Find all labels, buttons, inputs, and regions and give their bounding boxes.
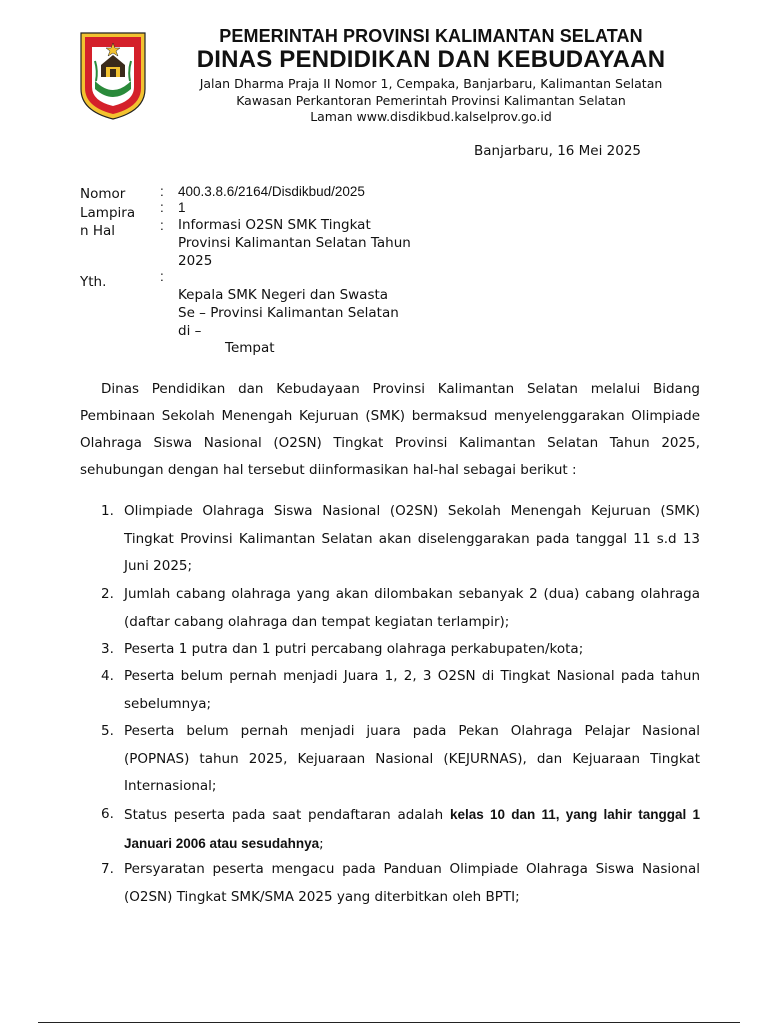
list-item-text-end: ; — [319, 835, 324, 852]
list-item — [80, 498, 700, 581]
agency-name: DINAS PENDIDIKAN DAN KEBUDAYAAN — [196, 46, 666, 73]
lampiran-value: 1 — [178, 200, 186, 215]
list-item-text-plain: Status peserta pada saat pendaftaran adalah — [124, 807, 450, 823]
colon-yth: : — [160, 269, 164, 284]
list-item — [80, 663, 700, 718]
nomor-label: Nomor — [80, 186, 126, 202]
recipient-line4: Tempat — [225, 340, 275, 356]
website-line: Laman www.disdikbud.kalselprov.go.id — [310, 109, 552, 124]
list-item — [80, 581, 700, 636]
list-item-number: 2. — [101, 586, 114, 602]
recipient-line3: di – — [178, 323, 202, 339]
colon-lampiran: : — [160, 200, 164, 215]
government-name: PEMERINTAH PROVINSI KALIMANTAN SELATAN — [219, 26, 643, 46]
colon-hal: : — [160, 218, 164, 233]
list-item-text: Olimpiade Olahraga Siswa Nasional (O2SN) Sekolah Menengah Kejuruan (SMK) Tingkat Provinsi Kalimantan Selatan akan diselenggarakan pada tanggal 11 s.d 13 Juni 2025; — [124, 503, 700, 574]
page-bottom-rule — [38, 1022, 740, 1023]
nomor-value: 400.3.8.6/2164/Disdikbud/2025 — [178, 184, 365, 199]
yth-label: Yth. — [80, 274, 107, 290]
list-item-text: Persyaratan peserta mengacu pada Panduan Olimpiade Olahraga Siswa Nasional (O2SN) Tingkat SMK/SMA 2025 yang diterbitkan oleh BPTI; — [124, 861, 700, 905]
lampiran-label-part1: Lampira — [80, 205, 136, 221]
list-item-text-bold: kelas 10 dan 11, yang lahir tanggal 1 Januari 2006 atau sesudahnya — [124, 807, 700, 851]
list-item-number: 6. — [101, 806, 114, 822]
hal-value-line1: Informasi O2SN SMK Tingkat — [178, 217, 371, 233]
list-item — [80, 718, 700, 801]
list-item-text: Peserta belum pernah menjadi Juara 1, 2, 3 O2SN di Tingkat Nasional pada tahun sebelumnya; — [124, 668, 700, 712]
list-item — [80, 636, 700, 663]
hal-value-line2: Provinsi Kalimantan Selatan Tahun — [178, 235, 411, 251]
list-item-number: 4. — [101, 668, 114, 684]
colon-nomor: : — [160, 184, 164, 199]
list-item-number: 3. — [101, 641, 114, 657]
intro-paragraph: Dinas Pendidikan dan Kebudayaan Provinsi Kalimantan Selatan melalui Bidang Pembinaan Sekolah Menengah Kejuruan (SMK) bermaksud menyelenggarakan Olimpiade Olahraga Siswa Nasional (O2SN) Tingkat Provinsi Kalimantan Selatan Tahun 2025, sehubungan dengan hal tersebut diinformasikan hal-hal sebagai berikut : — [80, 381, 700, 478]
lampiran-label-part2: n Hal — [80, 223, 116, 239]
place-date: Banjarbaru, 16 Mei 2025 — [474, 143, 642, 159]
recipient-line2: Se – Provinsi Kalimantan Selatan — [178, 305, 399, 321]
list-item-number: 7. — [101, 861, 114, 877]
list-item — [80, 801, 700, 856]
list-item — [80, 856, 700, 911]
list-item-text: Jumlah cabang olahraga yang akan dilombakan sebanyak 2 (dua) cabang olahraga (daftar cabang olahraga dan tempat kegiatan terlampir); — [124, 586, 700, 630]
list-item-number: 5. — [101, 723, 114, 739]
hal-value-line3: 2025 — [178, 253, 213, 269]
address-line-2: Kawasan Perkantoran Pemerintah Provinsi Kalimantan Selatan — [236, 93, 626, 108]
list-item-text: Peserta belum pernah menjadi juara pada Pekan Olahraga Pelajar Nasional (POPNAS) tahun 2025, Kejuaraan Nasional (KEJURNAS), dan Kejuaraan Tingkat Internasional; — [124, 723, 700, 794]
list-item-number: 1. — [101, 503, 114, 519]
recipient-line1: Kepala SMK Negeri dan Swasta — [178, 287, 389, 303]
requirements-list — [80, 498, 700, 911]
provincial-emblem-logo — [79, 31, 147, 121]
list-item-text: Peserta 1 putra dan 1 putri percabang olahraga perkabupaten/kota; — [124, 641, 584, 657]
address-line-1: Jalan Dharma Praja II Nomor 1, Cempaka, Banjarbaru, Kalimantan Selatan — [199, 76, 663, 91]
